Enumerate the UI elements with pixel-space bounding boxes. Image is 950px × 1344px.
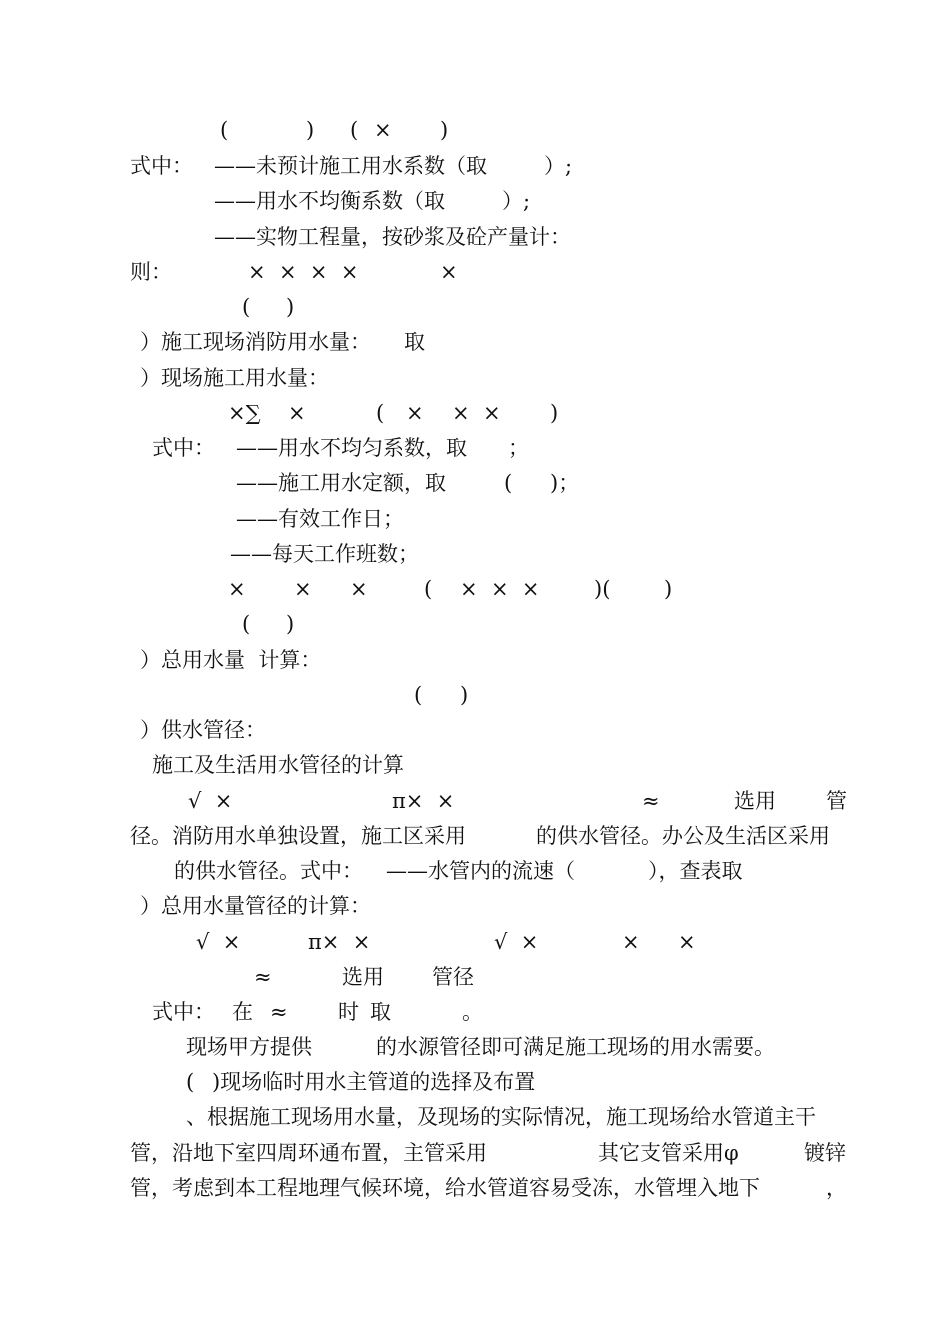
paragraph-text: 现场甲方提供	[186, 1035, 312, 1059]
paren-open: (	[220, 118, 229, 142]
paragraph-line	[0, 856, 950, 886]
paren-close: )	[664, 577, 673, 601]
definition-end: ；	[508, 436, 529, 460]
definition-text: ——用水不均匀系数，取	[236, 436, 467, 460]
paragraph-text: 的供水管径。办公及生活区采用	[536, 824, 830, 848]
paren-close: )	[286, 612, 295, 636]
section-heading	[0, 327, 950, 357]
paragraph-text: 管，沿地下室四周环通布置，主管采用	[130, 1141, 487, 1165]
value-label: 取	[404, 330, 425, 354]
sqrt-sign: √ ×	[494, 930, 539, 954]
paragraph-text: 径。消防用水单独设置，施工区采用	[130, 824, 466, 848]
paren-open: (	[424, 577, 433, 601]
heading-text: )现场临时用水主管道的选择及布置	[212, 1070, 536, 1094]
formula-line	[0, 927, 950, 957]
select-label: 选用	[734, 789, 776, 813]
paren-pair: )(	[594, 577, 611, 601]
paren-close: )	[440, 118, 449, 142]
multiply-sign: ×	[440, 260, 458, 284]
definition-line	[0, 997, 950, 1027]
multiply-signs: × × ×	[460, 577, 540, 601]
section-heading	[0, 715, 950, 745]
definition-line	[0, 504, 950, 534]
definition-line	[0, 539, 950, 569]
paren-open: (	[242, 612, 251, 636]
at-label: 在	[232, 1000, 253, 1024]
multiply-sign: ×	[374, 118, 392, 142]
multiply-sign: ×	[622, 930, 640, 954]
section-heading	[0, 645, 950, 675]
definition-line	[0, 433, 950, 463]
multiply-sign: ×	[228, 577, 246, 601]
paren-close: )	[286, 295, 295, 319]
when-label: 时	[338, 1000, 359, 1024]
paren-close: )	[550, 401, 559, 425]
paragraph-text: 其它支管采用φ	[598, 1141, 739, 1165]
paragraph-text: 镀锌	[804, 1141, 846, 1165]
pi-sign: π× ×	[392, 789, 455, 813]
where-label: 式中：	[152, 436, 215, 460]
paren-close: )	[306, 118, 315, 142]
period: 。	[462, 1000, 483, 1024]
pipe-label: 管	[826, 789, 847, 813]
multiply-sign: ×	[294, 577, 312, 601]
formula-line	[0, 786, 950, 816]
multiply-sign: ×	[288, 401, 306, 425]
definition-end: ）;	[544, 154, 573, 178]
formula-line	[0, 609, 950, 639]
paren-open: (	[350, 118, 359, 142]
definition-text: ——施工用水定额，取	[236, 471, 446, 495]
subheading-text: 施工及生活用水管径的计算	[152, 753, 404, 777]
sum-sign: ×∑	[228, 401, 261, 425]
where-label: 式中：	[152, 1000, 215, 1024]
heading-text: ）总用水量管径的计算：	[140, 894, 371, 918]
approx-sign: ≈	[254, 965, 272, 989]
sqrt-sign: √ ×	[188, 789, 233, 813]
definition-line	[0, 222, 950, 252]
formula-line	[0, 574, 950, 604]
definition-end: ）;	[502, 189, 531, 213]
formula-line	[0, 257, 950, 287]
paren-open: (	[186, 1070, 195, 1094]
definition-text: ——水管内的流速（	[386, 859, 575, 883]
definition-end: )；	[550, 471, 580, 495]
paren-close: )	[460, 683, 469, 707]
definition-line	[0, 186, 950, 216]
heading-text: ）施工现场消防用水量：	[140, 330, 371, 354]
paren-open: (	[242, 295, 251, 319]
paragraph-line	[0, 821, 950, 851]
comma: ，	[826, 1176, 847, 1200]
paragraph-line	[0, 1138, 950, 1168]
paragraph-text: 的供水管径。式中：	[174, 859, 363, 883]
pipe-diameter-label: 管径	[432, 965, 474, 989]
definition-text: ——未预计施工用水系数（取	[214, 154, 487, 178]
paragraph-text: 、根据施工现场用水量，及现场的实际情况，施工现场给水管道主干	[186, 1105, 816, 1129]
multiply-sign: ×	[406, 401, 424, 425]
paragraph-line	[0, 1173, 950, 1203]
formula-line	[0, 680, 950, 710]
lookup-text: ），查表取	[648, 859, 743, 883]
paragraph-text: 管，考虑到本工程地理气候环境，给水管道容易受冻，水管埋入地下	[130, 1176, 760, 1200]
paragraph-text: 的水源管径即可满足施工现场的用水需要。	[376, 1035, 775, 1059]
paragraph-line	[0, 1102, 950, 1132]
heading-text: ）现场施工用水量：	[140, 366, 329, 390]
multiply-signs: × ×	[452, 401, 501, 425]
definition-text: ——用水不均衡系数（取	[214, 189, 445, 213]
definition-line	[0, 151, 950, 181]
heading-text: ）总用水量 计算：	[140, 648, 322, 672]
where-label: 式中：	[130, 154, 193, 178]
multiply-sign: ×	[678, 930, 696, 954]
section-heading	[0, 363, 950, 393]
formula-line-1	[0, 115, 950, 145]
paren-open: (	[376, 401, 385, 425]
then-label: 则：	[130, 260, 172, 284]
definition-line	[0, 468, 950, 498]
approx-sign: ≈	[642, 789, 660, 813]
take-label: 取	[370, 1000, 391, 1024]
definition-text: ——有效工作日；	[236, 507, 404, 531]
pi-sign: π× ×	[308, 930, 371, 954]
formula-line	[0, 398, 950, 428]
sqrt-sign: √ ×	[196, 930, 241, 954]
paren-open: (	[414, 683, 423, 707]
section-heading	[0, 1067, 950, 1097]
formula-line	[0, 292, 950, 322]
multiply-sign: ×	[350, 577, 368, 601]
subheading	[0, 750, 950, 780]
definition-text: ——实物工程量，按砂浆及砼产量计：	[214, 225, 571, 249]
definition-text: ——每天工作班数；	[230, 542, 419, 566]
select-label: 选用	[342, 965, 384, 989]
formula-line	[0, 962, 950, 992]
approx-sign: ≈	[270, 1000, 288, 1024]
section-heading	[0, 891, 950, 921]
multiply-signs: × × × ×	[248, 260, 359, 284]
paren-open: (	[504, 471, 513, 495]
paragraph-line	[0, 1032, 950, 1062]
heading-text: ）供水管径：	[140, 718, 266, 742]
